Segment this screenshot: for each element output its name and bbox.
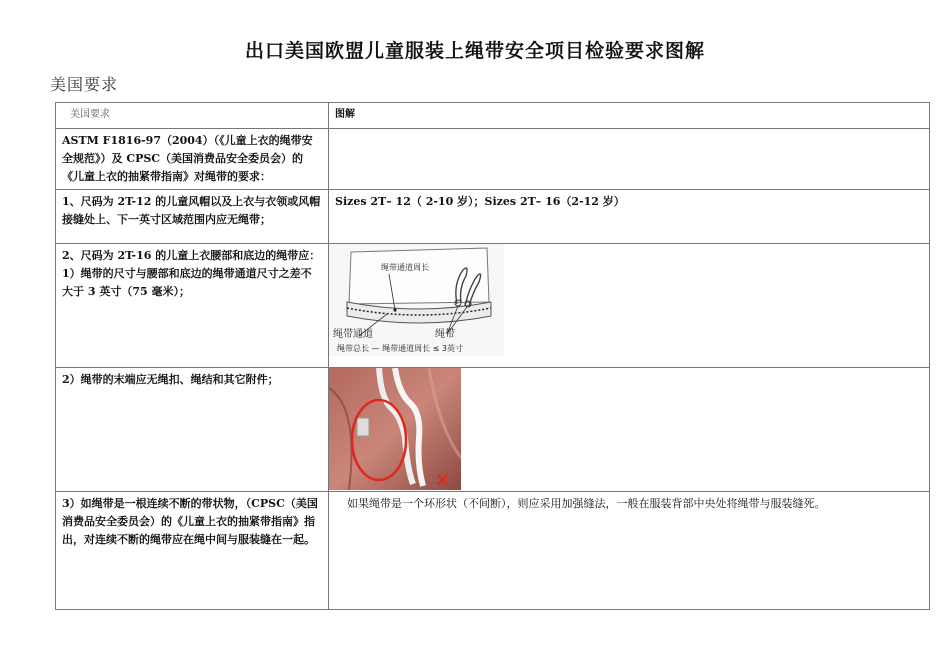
header-requirement: 美国要求 (56, 103, 329, 129)
reject-mark-icon: ✕ (435, 470, 451, 490)
row-1-left: 1、尺码为 2T-12 的儿童风帽以及上衣与衣领或风帽接缝处上、下一英寸区域范围内应无绳带； (56, 190, 329, 244)
table-row (56, 368, 930, 492)
row-4-left: 3）如绳带是一根连续不断的带状物，（CPSC（美国消费品安全委员会）的《儿童上衣的抽紧带指南》指出，对连续不断的绳带应在绳中间与服装缝在一起。 (56, 492, 329, 610)
table-row (56, 129, 930, 190)
row-0-right (329, 129, 930, 190)
diagram-formula: 绳带总长 — 绳带通道周长 ≤ 3英寸 (337, 344, 463, 353)
label-channel: 绳带通道 (333, 329, 373, 340)
row-4-right (329, 492, 930, 610)
table-row (56, 492, 930, 610)
row-2-right (329, 244, 930, 368)
label-cord: 绳带 (435, 329, 455, 340)
waistband-illustration (329, 244, 509, 356)
drawstring-diagram (329, 244, 929, 356)
row-0-left: ASTM F1816-97（2004）（《儿童上衣的绳带安全规范》）及 CPSC（美国消费品安全委员会）的《儿童上衣的抽紧带指南》对绳带的要求： (56, 129, 329, 190)
row-2-left: 2、尺码为 2T-16 的儿童上衣腰部和底边的绳带应： 1）绳带的尺寸与腰部和底边的绳带通道尺寸之差不大于 3 英寸（75 毫米）； (56, 244, 329, 368)
row-3-right (329, 368, 930, 492)
row-3-left: 2）绳带的末端应无绳扣、绳结和其它附件； (56, 368, 329, 492)
section-heading: 美国要求 (50, 75, 119, 94)
table-header-row (56, 103, 930, 129)
requirements-table (55, 102, 930, 610)
row-4-right-text: 如果绳带是一个环形状（不间断），则应采用加强缝法，一般在服装背部中央处将绳带与服装缝死。 (347, 497, 826, 510)
cord-end-photo (329, 368, 461, 490)
header-illustration: 图解 (329, 103, 930, 129)
table-row (56, 190, 930, 244)
document-title: 出口美国欧盟儿童服装上绳带安全项目检验要求图解 (244, 40, 705, 62)
row-1-right: Sizes 2T– 12（ 2-10 岁）；Sizes 2T– 16（2-12 岁） (329, 190, 930, 244)
label-channel-perimeter: 绳带通道周长 (381, 263, 429, 272)
table-row (56, 244, 930, 368)
